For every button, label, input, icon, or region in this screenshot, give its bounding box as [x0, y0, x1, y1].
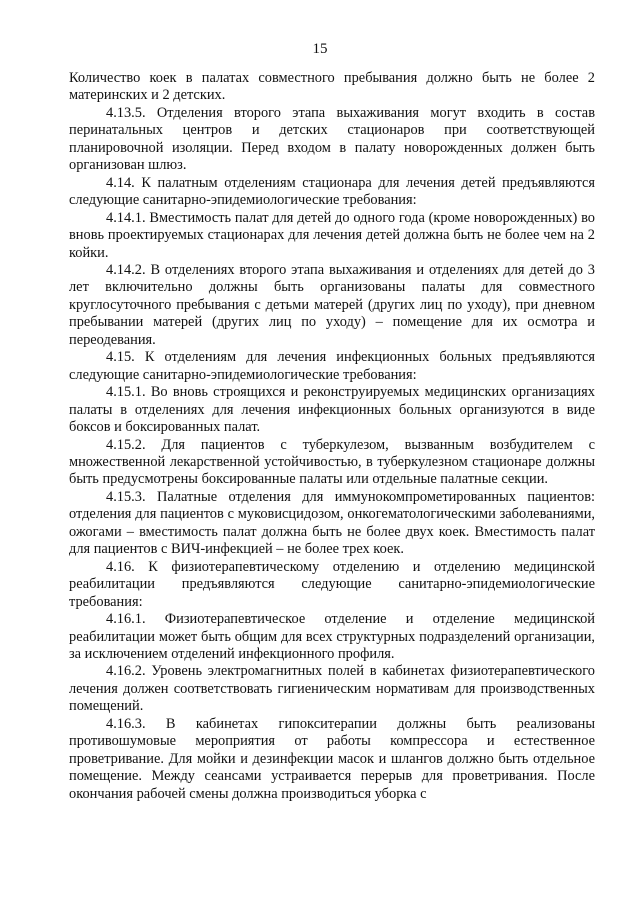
- paragraph-4-16-3: 4.16.3. В кабинетах гипокситерапии должны быть реализованы противошумовые мероприятия от работы компрессора и естественное проветривание. Для мойки и дезинфекции масок и шлангов должно быть отдельное помещение. Между сеансами устраивается перерыв для проветривания. После окончания рабочей смены должна производиться уборка с: [69, 715, 595, 802]
- paragraph-4-13-5: 4.13.5. Отделения второго этапа выхаживания могут входить в состав перинатальных центров и детских стационаров при соответствующей планировочной изоляции. Перед входом в палату новорожденных должен быть организован шлюз.: [69, 104, 595, 174]
- page-number: 15: [312, 41, 328, 57]
- paragraph-4-15-2: 4.15.2. Для пациентов с туберкулезом, вызванным возбудителем с множественной лекарственной устойчивостью, в туберкулезном стационаре должны быть предусмотрены боксированные палаты или отдельные палатные секции.: [69, 436, 595, 488]
- paragraph-4-15-1: 4.15.1. Во вновь строящихся и реконструируемых медицинских организациях палаты в отделениях для лечения инфекционных больных организуются в виде боксов и боксированных палат.: [69, 384, 595, 436]
- paragraph-4-14-2: 4.14.2. В отделениях второго этапа выхаживания и отделениях для детей до 3 лет включительно должны быть организованы палаты для совместного круглосуточного пребывания с детьми матерей (других лиц по уходу), при дневном пребывании матерей (других лиц по уходу) – помещение для их осмотра и переодевания.: [69, 261, 595, 348]
- paragraph-4-16-2: 4.16.2. Уровень электромагнитных полей в кабинетах физиотерапевтического лечения должен соответствовать гигиеническим нормативам для производственных помещений.: [69, 663, 595, 715]
- paragraph-4-14-1: 4.14.1. Вместимость палат для детей до одного года (кроме новорожденных) во вновь проектируемых стационарах для лечения детей должна быть не более чем на 2 койки.: [69, 209, 595, 261]
- paragraph-4-14: 4.14. К палатным отделениям стационара для лечения детей предъявляются следующие санитарно-эпидемиологические требования:: [69, 174, 595, 209]
- paragraph-4-15-3: 4.15.3. Палатные отделения для иммунокомпрометированных пациентов: отделения для пациентов с муковисцидозом, онкогематологическими заболеваниями, ожогами – вместимость палат должна быть не более двух коек. Вместимость палат для пациентов с ВИЧ-инфекцией – не более трех коек.: [69, 488, 595, 558]
- paragraph-4-15: 4.15. К отделениям для лечения инфекционных больных предъявляются следующие санитарно-эпидемиологические требования:: [69, 349, 595, 383]
- document-body: [69, 70, 595, 803]
- paragraph: Количество коек в палатах совместного пребывания должно быть не более 2 материнских и 2 детских.: [69, 70, 595, 104]
- paragraph-4-16-1: 4.16.1. Физиотерапевтическое отделение и отделение медицинской реабилитации может быть общим для всех структурных подразделений организации, за исключением отделений инфекционного профиля.: [69, 611, 595, 662]
- paragraph-4-16: 4.16. К физиотерапевтическому отделению и отделению медицинской реабилитации предъявляются следующие санитарно-эпидемиологические требования:: [69, 558, 595, 610]
